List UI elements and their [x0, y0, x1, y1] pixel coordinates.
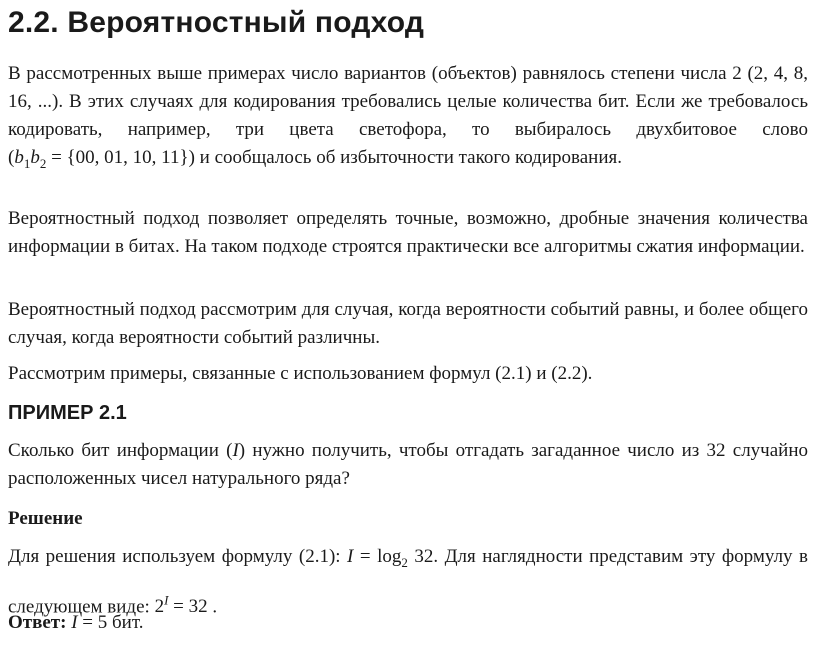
power-formula	[154, 592, 208, 618]
formula2-base: 2	[154, 596, 165, 618]
sol-text-middle: . Для наглядности представим эту формулу в следующем виде:	[8, 546, 809, 618]
answer-var-I: I	[71, 612, 78, 633]
p1-text-before: В рассмотренных выше примерах число вариантов (объектов) равнялось степени числа 2 (2, 4, 8, 16, ...). В этих случаях для кодирования требовались целые количества бит. Если же требовалось кодировать, например, три цвета светофора, то выбиралось двухбитовое слово (	[8, 63, 808, 168]
formula1-base: 2	[401, 554, 408, 570]
var-b1: b	[14, 147, 24, 168]
answer-label: Ответ:	[8, 612, 67, 633]
paragraph-2: Вероятностный подход позволяет определять точные, возможно, дробные значения количества информации в битах. На таком подходе строятся практически все алгоритмы сжатия информации.	[8, 208, 808, 257]
bit-word-formula	[14, 147, 189, 171]
solution-title: Решение	[8, 508, 83, 529]
var-b2: b	[30, 147, 40, 168]
sol-text-after: .	[207, 596, 218, 618]
p1-text-after: ) и сообщалось об избыточности такого кодирования.	[188, 147, 622, 168]
sub-2: 2	[39, 155, 47, 171]
formula2-rhs: = 32	[168, 596, 208, 618]
answer	[8, 612, 143, 634]
q-text-after: ) нужно получить, чтобы отгадать загаданное число из 32 случайно расположенных чисел натурального ряда?	[8, 440, 808, 489]
answer-value: = 5 бит.	[77, 612, 144, 633]
q-text-before: Сколько бит информации (	[8, 440, 233, 461]
paragraph-1	[8, 60, 808, 178]
var-I: I	[232, 440, 239, 461]
example-question	[8, 437, 808, 493]
formula2-exp: I	[164, 592, 169, 608]
formula1-arg: 32	[407, 546, 434, 567]
code-set: = {00, 01, 10, 11}	[46, 147, 189, 168]
sub-1: 1	[23, 155, 31, 171]
paragraph-4: Рассмотрим примеры, связанные с использованием формул (2.1) и (2.2).	[8, 363, 593, 384]
log-formula	[347, 546, 434, 570]
section-heading: 2.2. Вероятностный подход	[8, 6, 425, 39]
example-title: ПРИМЕР 2.1	[8, 402, 127, 424]
formula1-eq: = log	[353, 546, 402, 567]
paragraph-3: Вероятностный подход рассмотрим для случая, когда вероятности событий равны, и более общего случая, когда вероятности событий различны.	[8, 299, 808, 348]
formula1-I: I	[347, 546, 354, 567]
sol-text-before: Для решения используем формулу (2.1):	[8, 546, 348, 567]
